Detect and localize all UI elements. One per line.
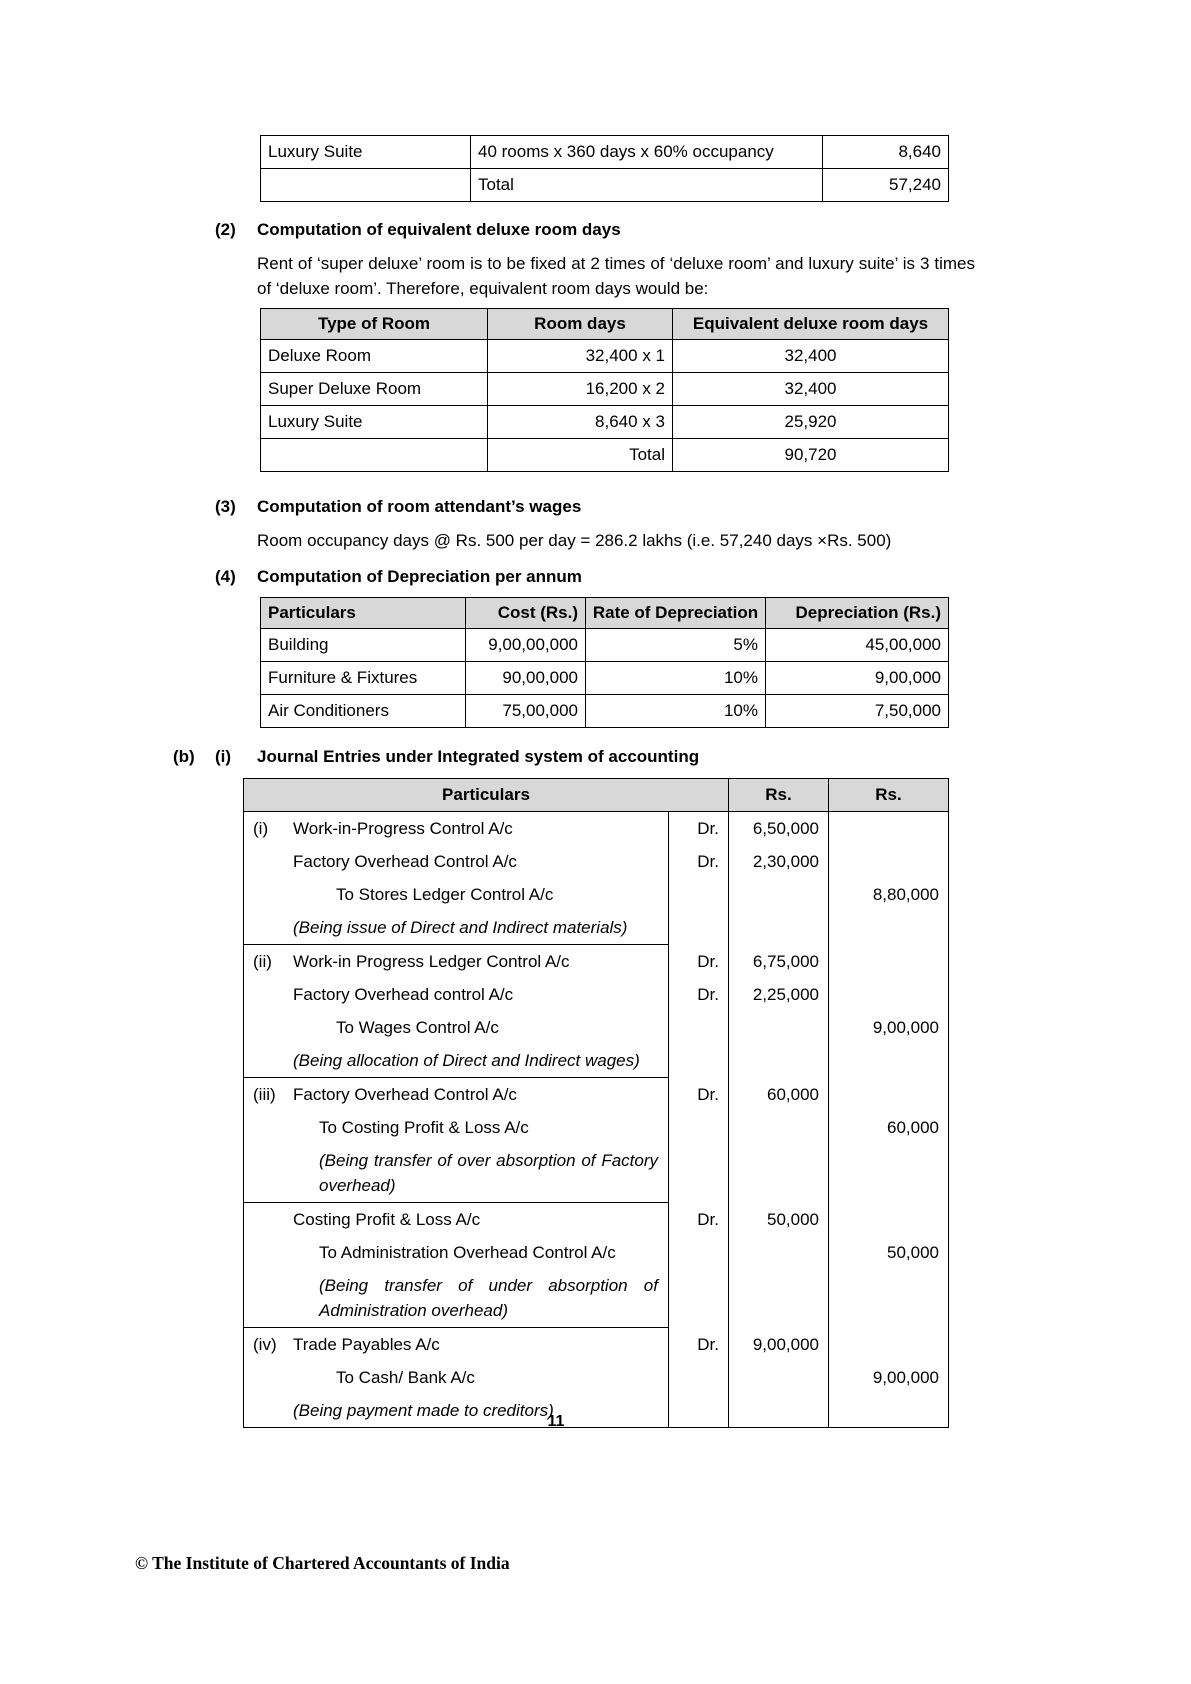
journal-row [244,1269,949,1328]
table-cell: 9,00,000 [766,662,949,695]
particulars-cell [244,978,669,1011]
journal-account: Factory Overhead Control A/c [293,1085,517,1104]
journal-row [244,1011,949,1044]
journal-narration: (Being issue of Direct and Indirect materials) [293,918,628,937]
table-row [261,169,949,202]
particulars-cell [244,1236,669,1269]
credit-amount [829,978,949,1011]
table-cell: 75,00,000 [466,695,586,728]
table-cell: 90,00,000 [466,662,586,695]
particulars-cell [244,878,669,911]
journal-account: To Costing Profit & Loss A/c [319,1118,529,1137]
table-cell: 40 rooms x 360 days x 60% occupancy [471,136,823,169]
dr-cell: Dr. [669,1078,729,1112]
particulars-cell [244,1328,669,1362]
debit-amount: 50,000 [729,1203,829,1237]
credit-amount: 9,00,000 [829,1361,949,1394]
journal-narration: (Being transfer of over absorption of Factory overhead) [319,1151,658,1195]
section-2-paragraph: Rent of ‘super deluxe’ room is to be fixed at 2 times of ‘deluxe room’ and luxury suite’ is 3 times of ‘deluxe room’. Therefore, equivalent room days would be: [257,254,975,298]
table-cell: 10% [586,662,766,695]
table-row [261,662,949,695]
entry-number: (iv) [253,1335,277,1354]
journal-narration: (Being transfer of under absorption of Administration overhead) [319,1276,658,1320]
particulars-cell [244,945,669,979]
debit-amount [729,1361,829,1394]
journal-account: Factory Overhead Control A/c [293,852,517,871]
header-row [261,309,949,340]
debit-amount [729,1269,829,1328]
credit-amount: 60,000 [829,1111,949,1144]
column-header-rs-credit: Rs. [829,779,949,812]
section-2-title: Computation of equivalent deluxe room days [257,220,621,239]
table-cell: 8,640 [823,136,949,169]
journal-row [244,1144,949,1203]
journal-account: Work-in Progress Ledger Control A/c [293,952,570,971]
journal-narration: (Being payment made to creditors) [293,1401,554,1420]
section-b-title: Journal Entries under Integrated system of accounting [257,747,700,766]
table-row [261,373,949,406]
section-b-heading [173,745,1191,769]
section-2-number: (2) [215,220,236,239]
section-4-heading [215,565,1191,589]
table-cell: Super Deluxe Room [261,373,488,406]
table-cell: 7,50,000 [766,695,949,728]
column-header: Rate of Depreciation [586,598,766,629]
journal-header-row [244,779,949,812]
table-cell: 25,920 [673,406,949,439]
debit-amount: 2,25,000 [729,978,829,1011]
credit-amount [829,1328,949,1362]
debit-amount [729,1044,829,1078]
debit-amount [729,911,829,945]
dr-cell: Dr. [669,1203,729,1237]
credit-amount [829,945,949,979]
journal-row [244,878,949,911]
table-cell: Luxury Suite [261,406,488,439]
journal-entries-table [243,778,949,1428]
credit-amount: 50,000 [829,1236,949,1269]
journal-row [244,845,949,878]
section-b-i-label: (i) [215,747,232,766]
column-header-rs-debit: Rs. [729,779,829,812]
table-row [261,695,949,728]
room-occupancy-table [260,135,949,202]
credit-amount [829,1078,949,1112]
table-cell: 5% [586,629,766,662]
dr-cell [669,878,729,911]
section-2-heading [215,218,1191,242]
particulars-cell [244,1203,669,1237]
credit-amount [829,1044,949,1078]
table-cell: Air Conditioners [261,695,466,728]
dr-cell [669,911,729,945]
section-3-heading [215,495,1191,519]
table-cell: 8,640 x 3 [488,406,673,439]
debit-amount [729,1111,829,1144]
credit-amount [829,1269,949,1328]
entry-number: (iii) [253,1085,276,1104]
table-cell: 57,240 [823,169,949,202]
section-3-title: Computation of room attendant’s wages [257,497,582,516]
entry-number: (ii) [253,952,272,971]
table-cell: Luxury Suite [261,136,471,169]
particulars-cell [244,1361,669,1394]
table-cell: 32,400 [673,373,949,406]
column-header-particulars: Particulars [244,779,729,812]
credit-amount [829,911,949,945]
journal-account: Costing Profit & Loss A/c [293,1210,481,1229]
debit-amount: 9,00,000 [729,1328,829,1362]
section-3-paragraph: Room occupancy days @ Rs. 500 per day = 286.2 lakhs (i.e. 57,240 days ×Rs. 500) [257,531,892,550]
journal-row [244,1203,949,1237]
table-cell: 10% [586,695,766,728]
table-cell: 90,720 [673,439,949,472]
debit-amount: 60,000 [729,1078,829,1112]
table-cell: Deluxe Room [261,340,488,373]
dr-cell [669,1044,729,1078]
dr-cell: Dr. [669,812,729,846]
particulars-cell [244,1044,669,1078]
credit-amount [829,1203,949,1237]
journal-row [244,1236,949,1269]
table-cell: 9,00,00,000 [466,629,586,662]
journal-account: Work-in-Progress Control A/c [293,819,513,838]
column-header: Equivalent deluxe room days [673,309,949,340]
journal-row [244,1328,949,1362]
table-row [261,629,949,662]
table-cell: Building [261,629,466,662]
debit-amount: 6,50,000 [729,812,829,846]
page-number: 11 [547,1413,565,1430]
table-row [261,439,949,472]
journal-row [244,945,949,979]
dr-cell: Dr. [669,1328,729,1362]
debit-amount [729,1011,829,1044]
dr-cell [669,1236,729,1269]
debit-amount [729,878,829,911]
journal-row [244,1111,949,1144]
particulars-cell [244,911,669,945]
journal-row [244,1078,949,1112]
journal-account: Factory Overhead control A/c [293,985,514,1004]
table-cell: 32,400 x 1 [488,340,673,373]
journal-row [244,1361,949,1394]
dr-cell [669,1269,729,1328]
copyright-footer: © The Institute of Chartered Accountants of India [135,1553,510,1573]
table-cell: 45,00,000 [766,629,949,662]
column-header: Depreciation (Rs.) [766,598,949,629]
journal-account: To Administration Overhead Control A/c [319,1243,616,1262]
dr-cell: Dr. [669,945,729,979]
dr-cell: Dr. [669,978,729,1011]
dr-cell [669,1011,729,1044]
credit-amount [829,1144,949,1203]
table-row [261,406,949,439]
particulars-cell [244,1144,669,1203]
dr-cell [669,1361,729,1394]
dr-cell [669,1111,729,1144]
debit-amount: 6,75,000 [729,945,829,979]
journal-account: To Wages Control A/c [336,1018,499,1037]
credit-amount: 8,80,000 [829,878,949,911]
section-4-number: (4) [215,567,236,586]
journal-account: Trade Payables A/c [293,1335,440,1354]
section-4-title: Computation of Depreciation per annum [257,567,582,586]
journal-account: To Stores Ledger Control A/c [336,885,554,904]
table-cell: Furniture & Fixtures [261,662,466,695]
column-header: Particulars [261,598,466,629]
debit-amount [729,1236,829,1269]
column-header: Room days [488,309,673,340]
table-cell [261,169,471,202]
particulars-cell [244,1269,669,1328]
credit-amount: 9,00,000 [829,1011,949,1044]
particulars-cell [244,1011,669,1044]
table-cell: 32,400 [673,340,949,373]
table-row [261,136,949,169]
table-cell: Total [488,439,673,472]
dr-cell: Dr. [669,845,729,878]
table-cell: Total [471,169,823,202]
table-cell: 16,200 x 2 [488,373,673,406]
particulars-cell [244,812,669,846]
credit-amount [829,812,949,846]
table-cell [261,439,488,472]
journal-row [244,812,949,846]
credit-amount [829,845,949,878]
particulars-cell [244,1078,669,1112]
column-header: Type of Room [261,309,488,340]
column-header: Cost (Rs.) [466,598,586,629]
dr-cell [669,1144,729,1203]
journal-row [244,911,949,945]
header-row [261,598,949,629]
journal-narration: (Being allocation of Direct and Indirect wages) [293,1051,640,1070]
table-row [261,340,949,373]
journal-row [244,978,949,1011]
debit-amount [729,1144,829,1203]
entry-number: (i) [253,819,269,838]
journal-account: To Cash/ Bank A/c [336,1368,475,1387]
debit-amount: 2,30,000 [729,845,829,878]
particulars-cell [244,845,669,878]
particulars-cell [244,1111,669,1144]
journal-row [244,1044,949,1078]
section-b-label: (b) [173,747,195,766]
section-3-number: (3) [215,497,236,516]
depreciation-table [260,597,949,728]
equivalent-room-days-table [260,308,949,472]
